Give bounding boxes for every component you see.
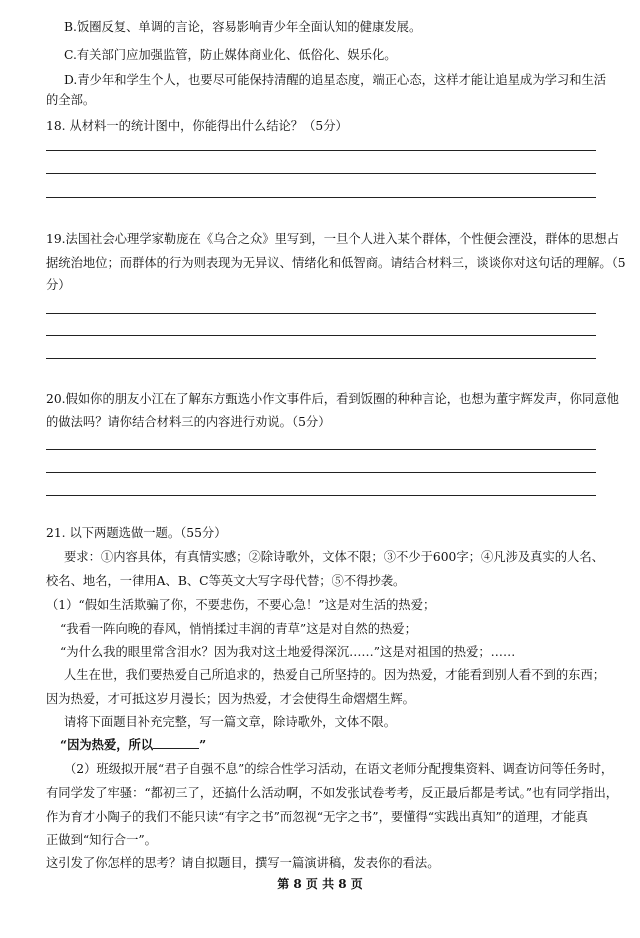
- answer-line[interactable]: [46, 335, 596, 336]
- closing-prompt: 这引发了你怎样的思考？请自拟题目，撰写一篇演讲稿，发表你的看法。: [46, 856, 440, 870]
- prompt2-line4: 正做到“知行合一”。: [46, 833, 157, 847]
- requirements-line2: 校名、地名，一律用A、B、C等英文大写字母代替；⑤不得抄袭。: [46, 574, 406, 588]
- answer-line[interactable]: [46, 449, 596, 450]
- prompt1-essay-title: [60, 736, 206, 754]
- option-d-line1: D.青少年和学生个人，也要尽可能保持清醒的追星态度，端正心态，这样才能让追星成为学习和生活: [64, 73, 607, 87]
- answer-line[interactable]: [46, 197, 596, 198]
- answer-line[interactable]: [46, 495, 596, 496]
- option-c: C.有关部门应加强监管，防止媒体商业化、低俗化、娱乐化。: [64, 48, 397, 62]
- answer-line[interactable]: [46, 472, 596, 473]
- prompt1-line2: “我看一阵向晚的春风，悄悄揉过丰润的青草”这是对自然的热爱；: [60, 622, 417, 636]
- prompt2-line1: （2）班级拟开展“君子自强不息”的综合性学习活动，在语文老师分配搜集资料、调查访问等任务时，: [64, 762, 614, 776]
- prompt1-line1: （1）“假如生活欺骗了你，不要悲伤，不要心急！”这是对生活的热爱；: [46, 598, 436, 612]
- option-d-line2: 的全部。: [46, 93, 96, 107]
- essay-title-text: “因为热爱，所以: [60, 737, 154, 752]
- question-19-line3: 分）: [46, 278, 71, 292]
- prompt2-line3: 作为育才小陶子的我们不能只读“有字之书”而忽视“无字之书”，要懂得“实践出真知”的道理，才能真: [46, 810, 588, 824]
- answer-line[interactable]: [46, 358, 596, 359]
- answer-line[interactable]: [46, 173, 596, 174]
- question-18: 18. 从材料一的统计图中，你能得出什么结论？（5分）: [46, 119, 348, 133]
- question-21-title: 21. 以下两题选做一题。（55分）: [46, 526, 227, 540]
- prompt2-line2: 有同学发了牢骚：“都初三了，还搞什么活动啊，不如发张试卷考考，反正最后都是考试。”也有同学指出，: [46, 786, 619, 800]
- essay-title-end: ”: [199, 737, 207, 752]
- requirements-line1: 要求：①内容具体，有真情实感；②除诗歌外，文体不限；③不少于600字；④凡涉及真实的人名、: [64, 550, 604, 564]
- prompt1-line4: 人生在世，我们要热爱自己所追求的，热爱自己所坚持的。因为热爱，才能看到别人看不到的东西；: [64, 668, 606, 682]
- question-19-line1: 19.法国社会心理学家勒庞在《乌合之众》里写到，一旦个人进入某个群体，个性便会湮没，群体的思想占: [46, 232, 619, 246]
- prompt1-line3: “为什么我的眼里常含泪水？因为我对这土地爱得深沉……”这是对祖国的热爱；……: [60, 645, 516, 659]
- title-blank[interactable]: [153, 736, 199, 749]
- page-footer: 第 8 页 共 8 页: [277, 877, 363, 891]
- question-19-line2: 据统治地位；而群体的行为则表现为无异议、情绪化和低智商。请结合材料三，谈谈你对这句话的理解。（5: [46, 256, 626, 270]
- prompt1-line6: 请将下面题目补充完整，写一篇文章，除诗歌外，文体不限。: [64, 715, 397, 729]
- answer-line[interactable]: [46, 313, 596, 314]
- answer-line[interactable]: [46, 150, 596, 151]
- prompt1-line5: 因为热爱，才可抵这岁月漫长；因为热爱，才会使得生命熠熠生辉。: [46, 692, 415, 706]
- question-20-line2: 的做法吗？请你结合材料三的内容进行劝说。（5分）: [46, 415, 331, 429]
- option-b: B.饭圈反复、单调的言论，容易影响青少年全面认知的健康发展。: [64, 20, 422, 34]
- question-20-line1: 20.假如你的朋友小江在了解东方甄选小作文事件后，看到饭圈的种种言论，也想为董宇辉发声，你同意他: [46, 392, 619, 406]
